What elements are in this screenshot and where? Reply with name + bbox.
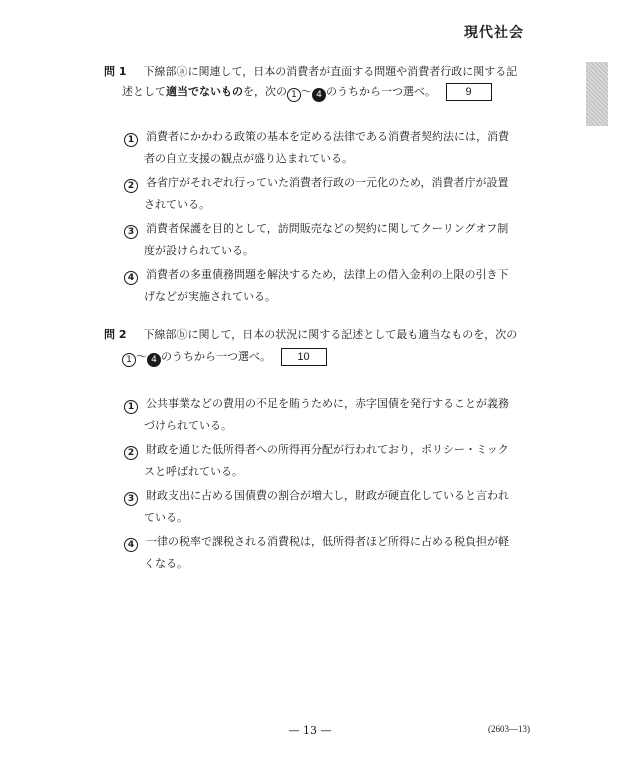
q2-option-2-cont xyxy=(144,461,243,483)
exam-code: (2603—13) xyxy=(488,724,530,734)
answer-box-9[interactable]: 9 xyxy=(446,83,492,101)
q2-option-4-cont xyxy=(144,553,188,575)
question-2-stem-post: のうちから一つ選べ。 xyxy=(161,350,271,363)
range-end-badge: 4 xyxy=(312,88,326,102)
option-number-badge: 1 xyxy=(124,400,138,414)
question-2-stem-line1: 下線部ⓑに関して，日本の状況に関する記述として最も適当なものを，次の xyxy=(143,328,518,341)
question-1-stem-post: のうちから一つ選べ。 xyxy=(326,85,436,98)
option-text-line2: げなどが実施されている。 xyxy=(144,290,276,303)
option-text-line2: 度が設けられている。 xyxy=(144,244,254,257)
option-text-line2: されている。 xyxy=(144,198,210,211)
option-text-line2: ている。 xyxy=(144,511,188,524)
q1-option-4[interactable] xyxy=(124,264,509,286)
option-number-badge: 4 xyxy=(124,271,138,285)
option-text-line1: 財政を通じた低所得者への所得再分配が行われており，ポリシー・ミック xyxy=(146,443,509,456)
option-text-line1: 消費者の多重債務問題を解決するため，法律上の借入金利の上限の引き下 xyxy=(146,268,509,281)
question-1-stem-pre: 述として xyxy=(122,85,166,98)
q2-option-1[interactable] xyxy=(124,393,509,415)
range-separator: ～ xyxy=(136,350,147,363)
option-number-badge: 1 xyxy=(124,133,138,147)
option-number-badge: 2 xyxy=(124,446,138,460)
option-number-badge: 3 xyxy=(124,492,138,506)
page-number: — 13 — xyxy=(288,724,332,737)
option-text-line2: スと呼ばれている。 xyxy=(144,465,243,478)
q2-option-1-cont xyxy=(144,415,232,437)
q2-option-3[interactable] xyxy=(124,485,509,507)
range-end-badge: 4 xyxy=(147,353,161,367)
q2-option-3-cont xyxy=(144,507,188,529)
question-1-stem-mid: を，次の xyxy=(243,85,287,98)
option-text-line2: 者の自立支援の観点が盛り込まれている。 xyxy=(144,152,353,165)
option-text-line1: 各省庁がそれぞれ行っていた消費者行政の一元化のため，消費者庁が設置 xyxy=(146,176,509,189)
question-1-label: 問 1 xyxy=(104,65,127,78)
option-text-line1: 消費者保護を目的として，訪問販売などの契約に関してクーリングオフ制 xyxy=(146,222,509,235)
q1-option-2-cont xyxy=(144,194,210,216)
q1-option-4-cont xyxy=(144,286,276,308)
answer-box-10[interactable]: 10 xyxy=(281,348,327,366)
q1-option-3-cont xyxy=(144,240,254,262)
question-1-stem-line1: 下線部ⓐに関連して，日本の消費者が直面する問題や消費者行政に関する記 xyxy=(143,65,518,78)
q1-option-2[interactable] xyxy=(124,172,509,194)
q1-option-1-cont xyxy=(144,148,353,170)
subject-title: 現代社会 xyxy=(464,25,524,41)
range-separator: ～ xyxy=(301,85,312,98)
option-text-line2: くなる。 xyxy=(144,557,188,570)
option-text-line2: づけられている。 xyxy=(144,419,232,432)
q1-option-1[interactable] xyxy=(124,126,509,148)
question-1-stem-emphasis: 適当でないもの xyxy=(166,85,243,98)
option-text-line1: 一律の税率で課税される消費税は，低所得者ほど所得に占める税負担が軽 xyxy=(146,535,509,548)
q2-option-2[interactable] xyxy=(124,439,509,461)
option-number-badge: 2 xyxy=(124,179,138,193)
range-start-badge: 1 xyxy=(287,88,301,102)
option-number-badge: 4 xyxy=(124,538,138,552)
q1-option-3[interactable] xyxy=(124,218,508,240)
range-start-badge: 1 xyxy=(122,353,136,367)
side-index-tab xyxy=(586,62,608,126)
option-text-line1: 財政支出に占める国債費の割合が増大し，財政が硬直化していると言われ xyxy=(146,489,509,502)
option-text-line1: 公共事業などの費用の不足を賄うために，赤字国債を発行することが義務 xyxy=(146,397,509,410)
option-number-badge: 3 xyxy=(124,225,138,239)
option-text-line1: 消費者にかかわる政策の基本を定める法律である消費者契約法には，消費 xyxy=(146,130,509,143)
q2-option-4[interactable] xyxy=(124,531,509,553)
question-2-label: 問 2 xyxy=(104,328,127,341)
